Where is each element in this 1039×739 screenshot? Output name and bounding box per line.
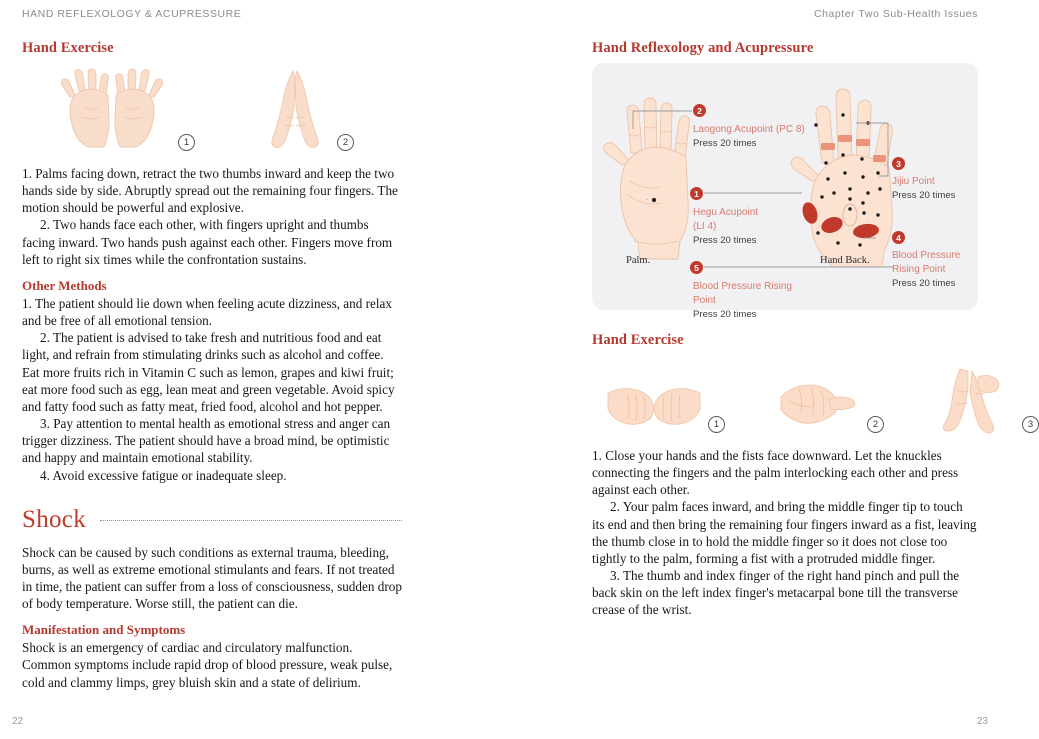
right-hand-exercise-heading: Hand Exercise — [592, 332, 684, 348]
other-methods-paragraph-3: 3. Pay attention to mental health as emotional stress and anger can trigger dizziness. The patient should have a broad mind, be optimistic and happy and maintain emotional stability. — [22, 416, 391, 466]
right-hand-exercise-paragraph-3: 3. The thumb and index finger of the right hand pinch and pull the back skin on the left index finger's metacarpal bone till the transverse crease of the wrist. — [592, 568, 960, 618]
manifestation-paragraph: Shock is an emergency of cardiac and circulatory malfunction. Common symptoms include rapid drop of blood pressure, weak pulse, cold and clammy limps, grey bluish skin and a state of delirium. — [22, 640, 393, 690]
callout-marker-5: 5 — [690, 261, 703, 274]
right-hand-exercise-paragraph-1: 1. Close your hands and the fists face downward. Let the knuckles connecting the fingers and the palm interlocking each other and press against each other. — [592, 448, 959, 498]
left-hand-exercise-paragraph-1: 1. Palms facing down, retract the two thumbs inward and keep the two hands side by side. Abruptly spread out the remaining four fingers. The motion should be powerful and explosive. — [22, 166, 398, 216]
figure-number-badge: 1 — [178, 134, 195, 151]
shock-title-row — [22, 506, 402, 534]
callout-text-3: Jijiu Point Press 20 times — [892, 176, 956, 201]
reflexology-heading: Hand Reflexology and Acupressure — [592, 40, 814, 56]
figure-number-badge: 2 — [867, 416, 884, 433]
left-hand-exercise-figures — [22, 63, 402, 155]
figure-palms-together — [259, 67, 354, 155]
two-hands-palms-down-illustration — [52, 67, 172, 155]
figure-number-badge: 3 — [1022, 416, 1039, 433]
dotted-rule — [100, 519, 402, 521]
figure-protruded-middle-finger — [777, 367, 884, 437]
spacer — [22, 612, 402, 622]
left-hand-exercise-paragraph-2: 2. Two hands face each other, with fingers upright and thumbs facing inward. Two hands push against each other. Fingers move from left to right six times while the confrontation sustains. — [22, 217, 393, 267]
callout-marker-1: 1 — [690, 187, 703, 200]
shock-title: Shock — [22, 505, 86, 533]
manifestation-heading: Manifestation and Symptoms — [22, 622, 186, 638]
figure-interlocked-fists — [606, 367, 725, 437]
reflexology-diagram-panel — [592, 63, 978, 320]
running-head-left: HAND REFLEXOLOGY & ACUPRESSURE — [22, 8, 242, 20]
fist-with-middle-finger-illustration — [777, 367, 861, 437]
spacer — [22, 155, 402, 165]
spacer — [592, 437, 978, 447]
right-hand-exercise-paragraph-2: 2. Your palm faces inward, and bring the middle finger tip to touch its end and then bring the remaining four fingers inward as a fist, leaving the thumb close in to hold the middle finger so it does not close too tightly to the palm, forming a fist with a protruded middle finger. — [592, 499, 977, 566]
palm-caption: Palm. — [626, 255, 651, 266]
shock-intro-paragraph: Shock can be caused by such conditions as external trauma, bleeding, burns, as well as extreme emotional stimulants and fears. If not treated in time, the patient can suffer from a loss of consciousness, sudden drop of body temperature. Worse still, the patient can die. — [22, 544, 402, 612]
figure-spread-fingers — [52, 67, 195, 155]
left-page-column — [22, 40, 402, 691]
other-methods-paragraph-2: 2. The patient is advised to take fresh and nutritious food and eat light, and refrain from stimulating drinks such as alcohol and coffee. Eat more fruits rich in Vitamin C such as lemon, grapes and kiwi fruit; eat more food such as egg, lean meat and green vegetable. Avoid spicy and fatty food such as fatty meat, fried food, alcohol and hot pepper. — [22, 330, 395, 414]
spacer — [22, 268, 402, 278]
other-methods-paragraph-4: 4. Avoid excessive fatigue or inadequate sleep. — [40, 467, 287, 483]
callout-text-5: Blood Pressure Rising Point Press 20 times — [693, 281, 792, 320]
other-methods-heading: Other Methods — [22, 277, 107, 293]
left-hand-exercise-heading: Hand Exercise — [22, 40, 114, 56]
interlocked-fists-illustration — [606, 367, 702, 437]
hand-back-caption: Hand Back. — [820, 255, 870, 266]
spacer — [22, 484, 402, 506]
figure-number-badge: 2 — [337, 134, 354, 151]
page-number-left: 22 — [12, 716, 24, 727]
figure-pinch-back-skin — [934, 357, 1039, 437]
callout-marker-4: 4 — [892, 231, 905, 244]
page-number-right: 23 — [976, 716, 988, 727]
callout-marker-3: 3 — [892, 157, 905, 170]
callout-text-2: Laogong Acupoint (PC 8) Press 20 times — [693, 124, 805, 149]
figure-number-badge: 1 — [708, 416, 725, 433]
running-head-right: Chapter Two Sub-Health Issues — [813, 8, 978, 20]
hands-pressed-together-illustration — [259, 67, 331, 155]
right-page-column — [592, 40, 1034, 619]
other-methods-paragraph-1: 1. The patient should lie down when feeling acute dizziness, and relax and be free of all emotional tension. — [22, 295, 392, 329]
callout-marker-2: 2 — [693, 104, 706, 117]
callout-text-1: Hegu Acupoint (LI 4) Press 20 times — [693, 207, 759, 246]
callout-text-4: Blood Pressure Rising Point Press 20 times — [892, 250, 961, 289]
pinching-hands-illustration — [934, 357, 1016, 437]
right-hand-exercise-figures — [592, 355, 1034, 437]
